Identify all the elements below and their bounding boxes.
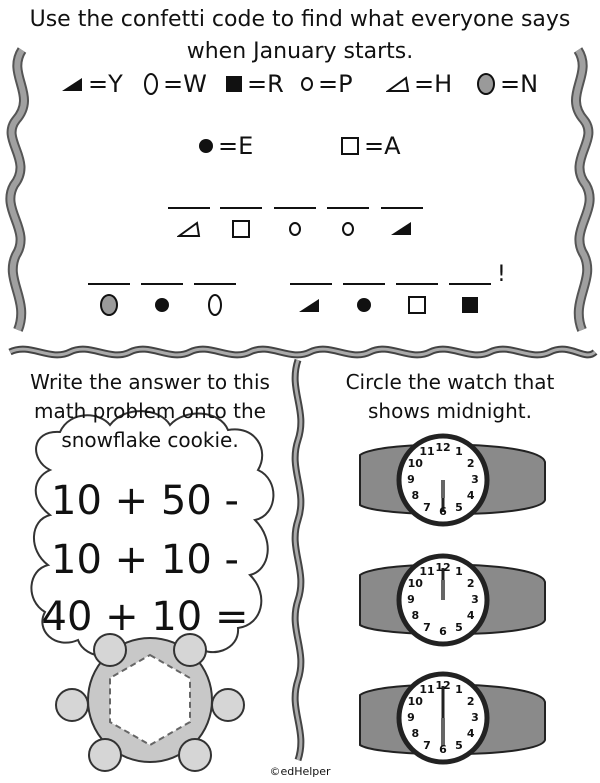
square-outline-icon: [340, 136, 360, 156]
oval-outline-icon: [207, 293, 223, 317]
watch-number: 5: [455, 620, 463, 634]
watch-number: 9: [407, 711, 415, 724]
key-label: =Y: [88, 70, 123, 98]
key-label: =R: [247, 70, 284, 98]
watch-number: 6: [439, 505, 447, 518]
watch-number: 11: [419, 565, 435, 579]
triangle-outline-icon: [386, 75, 410, 93]
watch-number: 4: [466, 609, 475, 622]
answer-blank[interactable]: [274, 207, 316, 209]
instruction-line: shows midnight.: [367, 399, 532, 423]
answer-blank[interactable]: [141, 283, 183, 285]
filled-circle-icon: [154, 297, 170, 313]
key-A: [340, 132, 401, 160]
title-line-1: Use the confetti code to find what everyone says: [29, 7, 571, 32]
watch-number: 10: [407, 457, 423, 470]
instruction-line: math problem onto the: [34, 399, 266, 423]
answer-blank[interactable]: [449, 283, 491, 285]
small-circle-outline-icon: [341, 222, 355, 236]
answer-blank[interactable]: [220, 207, 262, 209]
square-outline-icon: [231, 219, 251, 239]
gray-oval-icon: [476, 72, 496, 96]
filled-triangle-icon: [62, 76, 84, 92]
watch-number: 5: [455, 500, 463, 514]
watch-number: 12: [435, 561, 451, 574]
watch-number: 1: [455, 565, 463, 579]
answer-blank[interactable]: [194, 283, 236, 285]
filled-triangle-icon: [299, 297, 321, 313]
triangle-outline-icon: [177, 220, 201, 238]
key-label: =N: [500, 70, 539, 98]
key-N: [476, 70, 538, 98]
key-R: [225, 70, 284, 98]
watch-number: 5: [455, 738, 463, 752]
title-line-2: when January starts.: [186, 39, 414, 64]
key-W: [143, 70, 207, 98]
key-label: =W: [163, 70, 207, 98]
watch-number: 9: [407, 593, 415, 606]
key-Y: [62, 70, 123, 98]
math-line-2: 10 + 10 -: [51, 537, 239, 583]
instruction-line: Write the answer to this: [30, 370, 270, 394]
snowflake-cookie: [56, 634, 244, 771]
key-H: [386, 70, 452, 98]
watch-number: 7: [423, 620, 431, 634]
watch-number: 11: [419, 683, 435, 697]
filled-square-icon: [225, 75, 243, 93]
answer-blank[interactable]: [396, 283, 438, 285]
answer-blank[interactable]: [290, 283, 332, 285]
answer-blank[interactable]: [168, 207, 210, 209]
watch-number: 11: [419, 445, 435, 459]
watch-number: 2: [466, 695, 475, 708]
filled-circle-icon: [198, 138, 214, 154]
math-line-3: 40 + 10 =: [41, 594, 249, 640]
instruction-line: snowflake cookie.: [61, 428, 239, 452]
copyright-footer: ©edHelper: [269, 765, 331, 778]
answer-blank[interactable]: [88, 283, 130, 285]
key-E: [198, 132, 253, 160]
key-label: =P: [318, 70, 353, 98]
watch-number: 3: [471, 473, 479, 486]
watch-number: 9: [407, 473, 415, 486]
math-instructions: [10, 368, 290, 455]
watch-number: 12: [435, 441, 451, 454]
watch-number: 8: [411, 489, 420, 502]
gray-oval-icon: [99, 293, 119, 317]
watch-number: 3: [471, 593, 479, 606]
small-circle-outline-icon: [288, 222, 302, 236]
watch-number: 8: [411, 727, 420, 740]
watch-number: 4: [466, 727, 475, 740]
watch-number: 10: [407, 577, 423, 590]
answer-blank[interactable]: [327, 207, 369, 209]
key-label: =H: [414, 70, 453, 98]
key-label: =E: [218, 132, 254, 160]
watch-number: 1: [455, 683, 463, 697]
watch-number: 4: [466, 489, 475, 502]
watch-number: 2: [466, 457, 475, 470]
watch-number: 3: [471, 711, 479, 724]
key-label: =A: [364, 132, 401, 160]
exclamation-mark: !: [497, 262, 506, 287]
square-outline-icon: [407, 295, 427, 315]
answer-blank[interactable]: [381, 207, 423, 209]
watch-number: 7: [423, 738, 431, 752]
filled-circle-icon: [356, 297, 372, 313]
watch-number: 7: [423, 500, 431, 514]
watch-number: 6: [439, 743, 447, 756]
watch-number: 1: [455, 445, 463, 459]
math-line-1: 10 + 50 -: [51, 478, 239, 524]
watch-number: 12: [435, 679, 451, 692]
oval-outline-icon: [143, 72, 159, 96]
watch-instructions: [310, 368, 590, 426]
instructions-title: [0, 4, 600, 68]
key-P: [300, 70, 353, 98]
instruction-line: Circle the watch that: [345, 370, 555, 394]
filled-triangle-icon: [391, 220, 413, 236]
filled-square-icon: [461, 296, 479, 314]
watch-number: 2: [466, 577, 475, 590]
watch-number: 6: [439, 625, 447, 638]
watch-number: 10: [407, 695, 423, 708]
small-circle-outline-icon: [300, 77, 314, 91]
watch-number: 8: [411, 609, 420, 622]
answer-blank[interactable]: [343, 283, 385, 285]
